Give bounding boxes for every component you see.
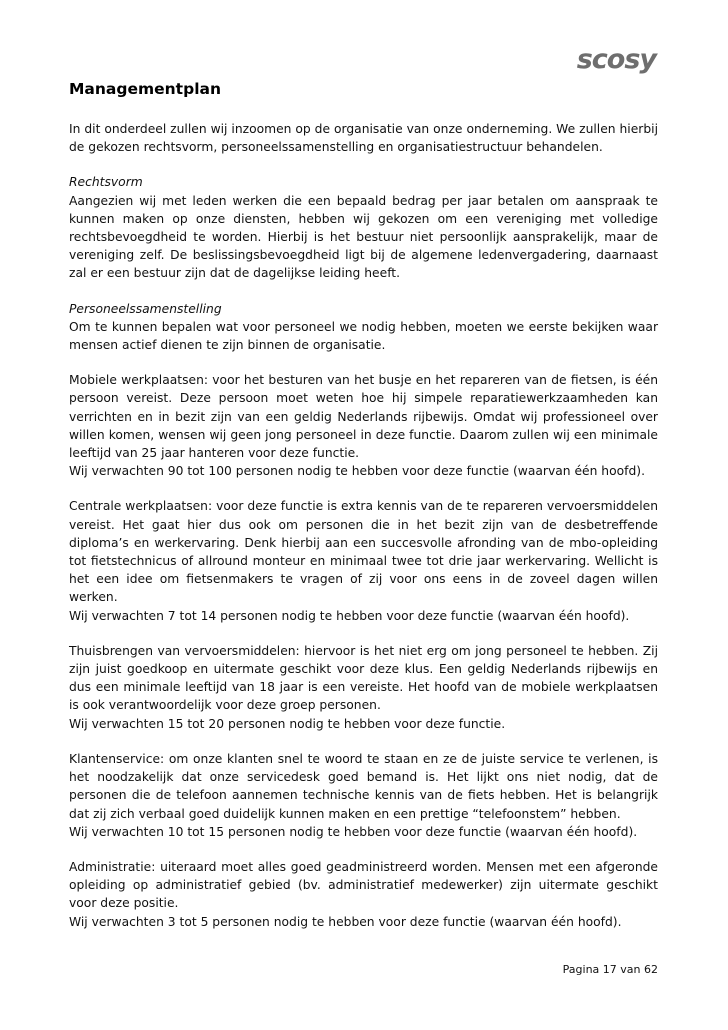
personeel-text: Om te kunnen bepalen wat voor personeel we nodig hebben, moeten we eerste bekijken waar mensen actief dienen te zijn binnen de organisatie. (69, 319, 658, 353)
centrale-expectation: Wij verwachten 7 tot 14 personen nodig te hebben voor deze functie (waarvan één hoofd). (69, 608, 630, 623)
thuisbrengen-expectation: Wij verwachten 15 tot 20 personen nodig te hebben voor deze functie. (69, 716, 506, 731)
personeel-section (69, 300, 658, 355)
mobiele-werkplaatsen-paragraph (69, 371, 658, 480)
rechtsvorm-section (69, 173, 658, 282)
administratie-paragraph (69, 858, 658, 931)
page-title: Managementplan (69, 80, 221, 98)
klantenservice-expectation: Wij verwachten 10 tot 15 personen nodig te hebben voor deze functie (waarvan één hoofd). (69, 824, 638, 839)
thuisbrengen-paragraph (69, 642, 658, 733)
mobiele-expectation: Wij verwachten 90 tot 100 personen nodig te hebben voor deze functie (waarvan één hoofd). (69, 464, 645, 479)
rechtsvorm-text: Aangezien wij met leden werken die een bepaald bedrag per jaar betalen om aanspraak te kunnen maken op onze diensten, hebben wij gekozen om een vereniging met volledige rechtsbevoegdheid te worden. Hierbij is het bestuur niet persoonlijk aansprakelijk, maar de vereniging zelf. De beslissingsbevoegdheid ligt bij de algemene ledenvergadering, daarnaast zal er een bestuur zijn dat de dagelijkse leiding heeft. (69, 193, 658, 281)
personeel-heading: Personeelssamenstelling (69, 301, 222, 316)
document-body (69, 120, 658, 948)
intro-paragraph: In dit onderdeel zullen wij inzoomen op de organisatie van onze onderneming. We zullen hierbij de gekozen rechtsvorm, personeelssamenstelling en organisatiestructuur behandelen. (69, 122, 658, 155)
centrale-text: Centrale werkplaatsen: voor deze functie is extra kennis van de te repareren vervoersmiddelen vereist. Het gaat hier dus ook om personen die in het bezit zijn van de desbetreffende diploma’s en werkervaring. Denk hierbij aan een succesvolle afronding van de mbo-opleiding tot fietstechnicus of allround monteur en minimaal twee tot drie jaar werkervaring. Wellicht is het een idee om fietsenmakers te vragen of zij voor ons eens in de zoveel dagen willen werken. (69, 499, 658, 605)
administratie-text: Administratie: uiteraard moet alles goed geadministreerd worden. Mensen met een afgeronde opleiding op administratief gebied (bv. administratief medewerker) zijn uitermate geschikt voor deze positie. (69, 859, 658, 911)
klantenservice-paragraph (69, 750, 658, 841)
administratie-expectation: Wij verwachten 3 tot 5 personen nodig te hebben voor deze functie (waarvan één hoofd). (69, 914, 622, 929)
rechtsvorm-heading: Rechtsvorm (69, 175, 143, 190)
scosy-logo: scosy (576, 44, 656, 75)
mobiele-text: Mobiele werkplaatsen: voor het besturen van het busje en het repareren van de fietsen, is één persoon vereist. Deze persoon moet weten hoe hij simpele reparatiewerkzaamheden kan verrichten en in bezit zijn van een geldig Nederlands rijbewijs. Omdat wij professioneel over willen komen, wensen wij geen jong personeel in deze functie. Daarom zullen wij een minimale leeftijd van 25 jaar hanteren voor deze functie. (69, 373, 658, 461)
page-number: Pagina 17 van 62 (562, 963, 658, 976)
klantenservice-text: Klantenservice: om onze klanten snel te woord te staan en ze de juiste service te verlenen, is het noodzakelijk dat onze servicedesk goed bemand is. Het lijkt ons niet nodig, dat de personen die de telefoon aannemen technische kennis van de fiets hebben. Het is belangrijk dat zij zich verbaal goed duidelijk kunnen maken en een prettige “telefoonstem” hebben. (69, 751, 658, 821)
thuisbrengen-text: Thuisbrengen van vervoersmiddelen: hiervoor is het niet erg om jong personeel te hebben. Zij zijn juist goedkoop en uitermate geschikt voor deze klus. Een geldig Nederlands rijbewijs en dus een minimale leeftijd van 18 jaar is een vereiste. Het hoofd van de mobiele werkplaatsen is ook verantwoordelijk voor deze groep personen. (69, 643, 658, 713)
centrale-werkplaatsen-paragraph (69, 497, 658, 624)
